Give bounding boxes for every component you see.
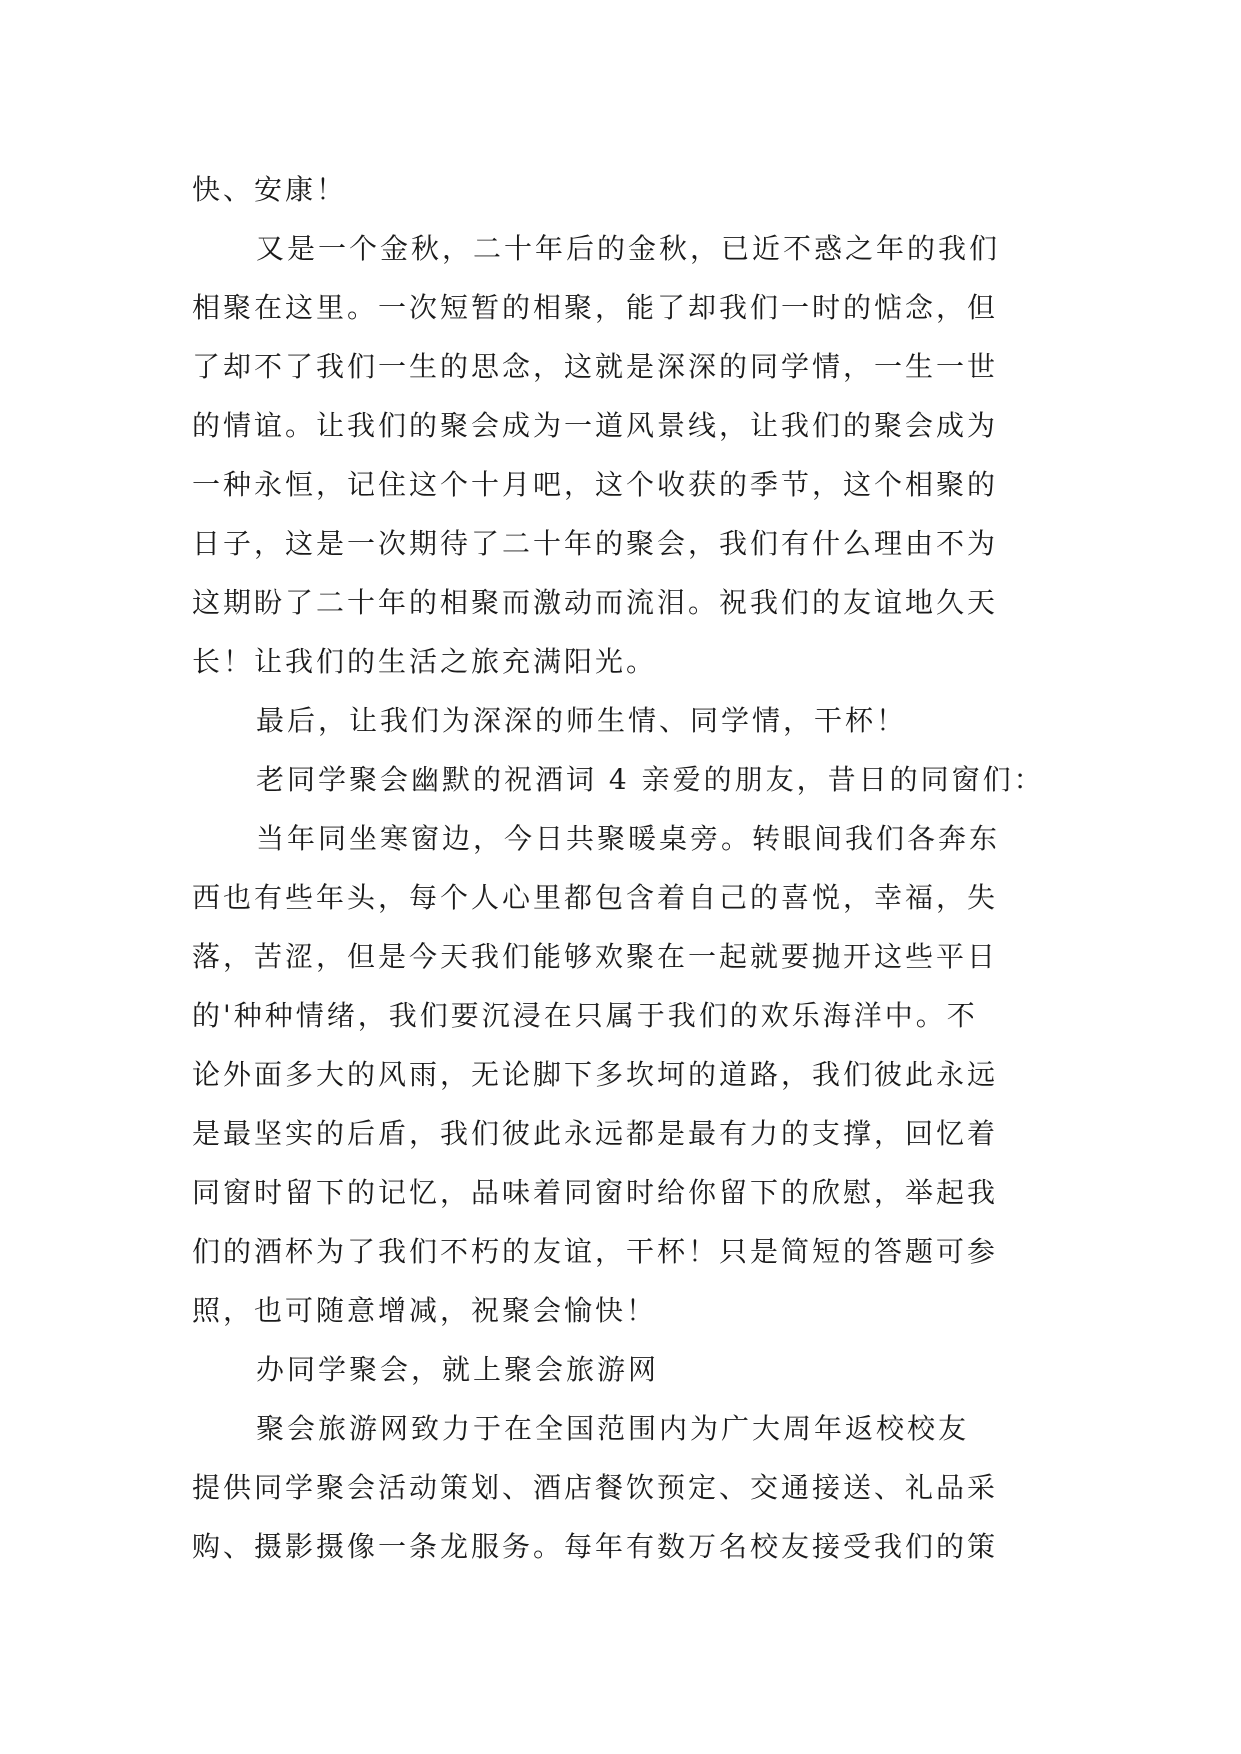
text-line: 又是一个金秋，二十年后的金秋，已近不惑之年的我们 — [256, 232, 1001, 265]
text-line: 了却不了我们一生的思念，这就是深深的同学情，一生一世 — [192, 350, 999, 383]
text-line: 老同学聚会幽默的祝酒词 4 亲爱的朋友，昔日的同窗们： — [256, 763, 1045, 796]
text-line: 的'种种情绪，我们要沉浸在只属于我们的欢乐海洋中。不 — [192, 999, 978, 1032]
text-line: 购、摄影摄像一条龙服务。每年有数万名校友接受我们的策 — [192, 1530, 999, 1563]
text-line: 是最坚实的后盾，我们彼此永远都是最有力的支撑，回忆着 — [192, 1117, 999, 1150]
text-line: 照，也可随意增减，祝聚会愉快！ — [192, 1294, 658, 1327]
text-line: 同窗时留下的记忆，品味着同窗时给你留下的欣慰，举起我 — [192, 1176, 999, 1209]
text-line: 当年同坐寒窗边，今日共聚暖桌旁。转眼间我们各奔东 — [256, 822, 1001, 855]
text-line: 最后，让我们为深深的师生情、同学情，干杯！ — [256, 704, 908, 737]
text-line: 办同学聚会，就上聚会旅游网 — [256, 1353, 660, 1386]
text-line: 长！让我们的生活之旅充满阳光。 — [192, 645, 658, 678]
text-line: 相聚在这里。一次短暂的相聚，能了却我们一时的惦念，但 — [192, 291, 999, 324]
text-line: 落，苦涩，但是今天我们能够欢聚在一起就要抛开这些平日 — [192, 940, 999, 973]
text-line: 们的酒杯为了我们不朽的友谊，干杯！只是简短的答题可参 — [192, 1235, 999, 1268]
document-body — [192, 160, 1052, 1576]
text-line: 快、安康！ — [192, 173, 348, 206]
text-line: 提供同学聚会活动策划、酒店餐饮预定、交通接送、礼品采 — [192, 1471, 999, 1504]
text-line: 西也有些年头，每个人心里都包含着自己的喜悦，幸福，失 — [192, 881, 999, 914]
text-line: 这期盼了二十年的相聚而激动而流泪。祝我们的友谊地久天 — [192, 586, 999, 619]
text-line: 聚会旅游网致力于在全国范围内为广大周年返校校友 — [256, 1412, 970, 1445]
text-line: 的情谊。让我们的聚会成为一道风景线，让我们的聚会成为 — [192, 409, 999, 442]
text-line: 论外面多大的风雨，无论脚下多坎坷的道路，我们彼此永远 — [192, 1058, 999, 1091]
text-line: 日子，这是一次期待了二十年的聚会，我们有什么理由不为 — [192, 527, 999, 560]
text-line: 一种永恒，记住这个十月吧，这个收获的季节，这个相聚的 — [192, 468, 999, 501]
